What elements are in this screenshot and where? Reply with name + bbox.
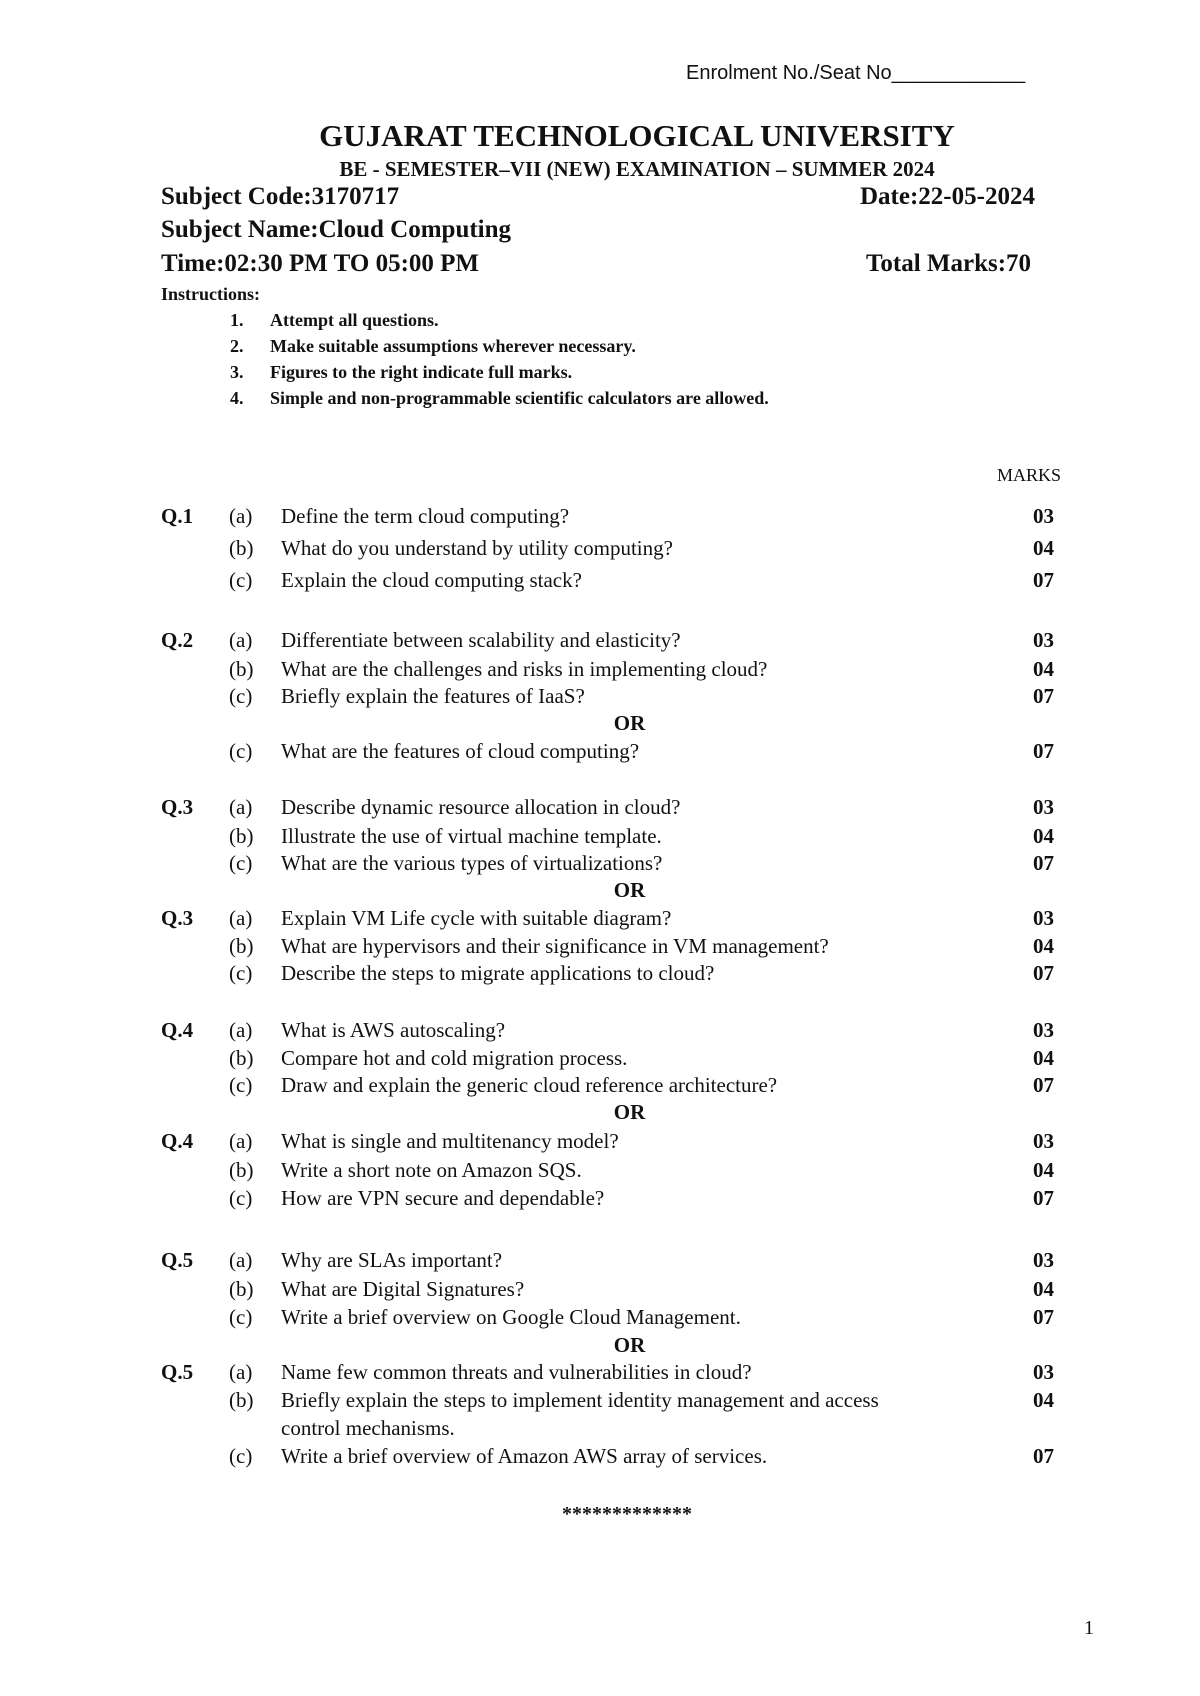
sub-question-label: (b) (229, 1388, 254, 1412)
sub-question-label: (a) (229, 795, 253, 819)
question-text: Define the term cloud computing? (281, 504, 570, 528)
sub-question-label: (c) (229, 1186, 253, 1210)
question-text: What is single and multitenancy model? (281, 1129, 619, 1153)
sub-question-label: (c) (229, 961, 253, 985)
question-number: Q.3 (161, 795, 194, 819)
question-marks: 07 (1033, 1073, 1054, 1097)
question-text: Name few common threats and vulnerabilities in cloud? (281, 1360, 752, 1384)
question-number: Q.4 (161, 1129, 194, 1153)
question-text: How are VPN secure and dependable? (281, 1186, 605, 1210)
sub-question-label: (a) (229, 628, 253, 652)
sub-question-label: (a) (229, 504, 253, 528)
or-separator: OR (613, 1333, 646, 1357)
question-marks: 07 (1033, 739, 1054, 763)
subject-code: Subject Code:3170717 (161, 183, 400, 210)
question-marks: 07 (1033, 961, 1054, 985)
question-text: Compare hot and cold migration process. (281, 1046, 628, 1070)
question-marks: 04 (1033, 536, 1054, 560)
instruction-number: 2. (230, 336, 244, 356)
question-marks: 03 (1033, 906, 1054, 930)
or-separator: OR (613, 878, 646, 902)
sub-question-label: (b) (229, 824, 254, 848)
instruction-item (230, 362, 572, 383)
question-text: Why are SLAs important? (281, 1248, 503, 1272)
question-marks: 03 (1033, 1129, 1054, 1153)
question-text: Describe the steps to migrate applications to cloud? (281, 961, 715, 985)
question-text: Briefly explain the features of IaaS? (281, 684, 585, 708)
question-marks: 07 (1033, 851, 1054, 875)
question-marks: 07 (1033, 1305, 1054, 1329)
instruction-text: Make suitable assumptions wherever necessary. (270, 336, 636, 356)
sub-question-label: (c) (229, 739, 253, 763)
question-text: What is AWS autoscaling? (281, 1018, 506, 1042)
instruction-text: Figures to the right indicate full marks. (270, 362, 573, 382)
sub-question-label: (a) (229, 1248, 253, 1272)
marks-column-heading: MARKS (997, 465, 1062, 485)
sub-question-label: (b) (229, 1046, 254, 1070)
sub-question-label: (a) (229, 1018, 253, 1042)
sub-question-label: (b) (229, 657, 254, 681)
question-text: What are Digital Signatures? (281, 1277, 525, 1301)
question-text: Briefly explain the steps to implement identity management and access (281, 1388, 879, 1412)
question-text: What do you understand by utility computing? (281, 536, 673, 560)
sub-question-label: (b) (229, 934, 254, 958)
instruction-number: 4. (230, 388, 244, 408)
instruction-item (230, 388, 769, 409)
exam-date: Date:22-05-2024 (860, 183, 1035, 210)
question-text: Write a brief overview of Amazon AWS array of services. (281, 1444, 768, 1468)
sub-question-label: (b) (229, 536, 254, 560)
sub-question-label: (b) (229, 1277, 254, 1301)
question-marks: 04 (1033, 934, 1054, 958)
subject-name: Subject Name:Cloud Computing (161, 216, 512, 243)
sub-question-label: (a) (229, 1360, 253, 1384)
question-text: What are the challenges and risks in implementing cloud? (281, 657, 768, 681)
instruction-number: 1. (230, 310, 244, 330)
question-number: Q.1 (161, 504, 194, 528)
question-marks: 04 (1033, 824, 1054, 848)
enrolment-field: Enrolment No./Seat No____________ (686, 62, 1026, 84)
instruction-item (230, 336, 636, 357)
total-marks: Total Marks:70 (866, 250, 1032, 277)
exam-title: BE - SEMESTER–VII (NEW) EXAMINATION – SUMMER 2024 (339, 157, 935, 181)
question-marks: 07 (1033, 1444, 1054, 1468)
question-marks: 07 (1033, 568, 1054, 592)
sub-question-label: (c) (229, 684, 253, 708)
question-marks: 04 (1033, 657, 1054, 681)
sub-question-label: (c) (229, 851, 253, 875)
question-number: Q.4 (161, 1018, 194, 1042)
sub-question-label: (c) (229, 1305, 253, 1329)
question-text: Write a brief overview on Google Cloud Management. (281, 1305, 741, 1329)
instruction-number: 3. (230, 362, 244, 382)
or-separator: OR (613, 1100, 646, 1124)
question-text: What are the features of cloud computing? (281, 739, 640, 763)
question-text: What are hypervisors and their significance in VM management? (281, 934, 829, 958)
question-number: Q.5 (161, 1248, 194, 1272)
question-text-continued: control mechanisms. (281, 1416, 455, 1440)
question-number: Q.5 (161, 1360, 194, 1384)
question-text: Differentiate between scalability and elasticity? (281, 628, 681, 652)
instructions-heading: Instructions: (161, 284, 261, 304)
instruction-text: Attempt all questions. (270, 310, 439, 330)
question-marks: 04 (1033, 1046, 1054, 1070)
end-of-paper-stars: ************* (562, 1503, 692, 1525)
instruction-text: Simple and non-programmable scientific calculators are allowed. (270, 388, 769, 408)
question-number: Q.3 (161, 906, 194, 930)
sub-question-label: (b) (229, 1158, 254, 1182)
question-text: Explain VM Life cycle with suitable diagram? (281, 906, 672, 930)
question-text: What are the various types of virtualizations? (281, 851, 663, 875)
question-text: Illustrate the use of virtual machine template. (281, 824, 662, 848)
question-marks: 04 (1033, 1158, 1054, 1182)
sub-question-label: (a) (229, 906, 253, 930)
question-marks: 03 (1033, 504, 1054, 528)
question-marks: 03 (1033, 1018, 1054, 1042)
sub-question-label: (a) (229, 1129, 253, 1153)
question-number: Q.2 (161, 628, 194, 652)
question-marks: 04 (1033, 1388, 1054, 1412)
question-marks: 03 (1033, 1248, 1054, 1272)
question-marks: 03 (1033, 1360, 1054, 1384)
sub-question-label: (c) (229, 1444, 253, 1468)
sub-question-label: (c) (229, 1073, 253, 1097)
question-marks: 03 (1033, 628, 1054, 652)
question-text: Write a short note on Amazon SQS. (281, 1158, 582, 1182)
exam-time: Time:02:30 PM TO 05:00 PM (161, 250, 480, 277)
sub-question-label: (c) (229, 568, 253, 592)
page-number: 1 (1084, 1617, 1094, 1639)
question-marks: 07 (1033, 684, 1054, 708)
question-marks: 03 (1033, 795, 1054, 819)
question-text: Explain the cloud computing stack? (281, 568, 582, 592)
question-text: Draw and explain the generic cloud reference architecture? (281, 1073, 778, 1097)
university-title: GUJARAT TECHNOLOGICAL UNIVERSITY (319, 118, 955, 153)
question-text: Describe dynamic resource allocation in cloud? (281, 795, 681, 819)
instruction-item (230, 310, 439, 331)
or-separator: OR (613, 711, 646, 735)
question-marks: 04 (1033, 1277, 1054, 1301)
question-marks: 07 (1033, 1186, 1054, 1210)
